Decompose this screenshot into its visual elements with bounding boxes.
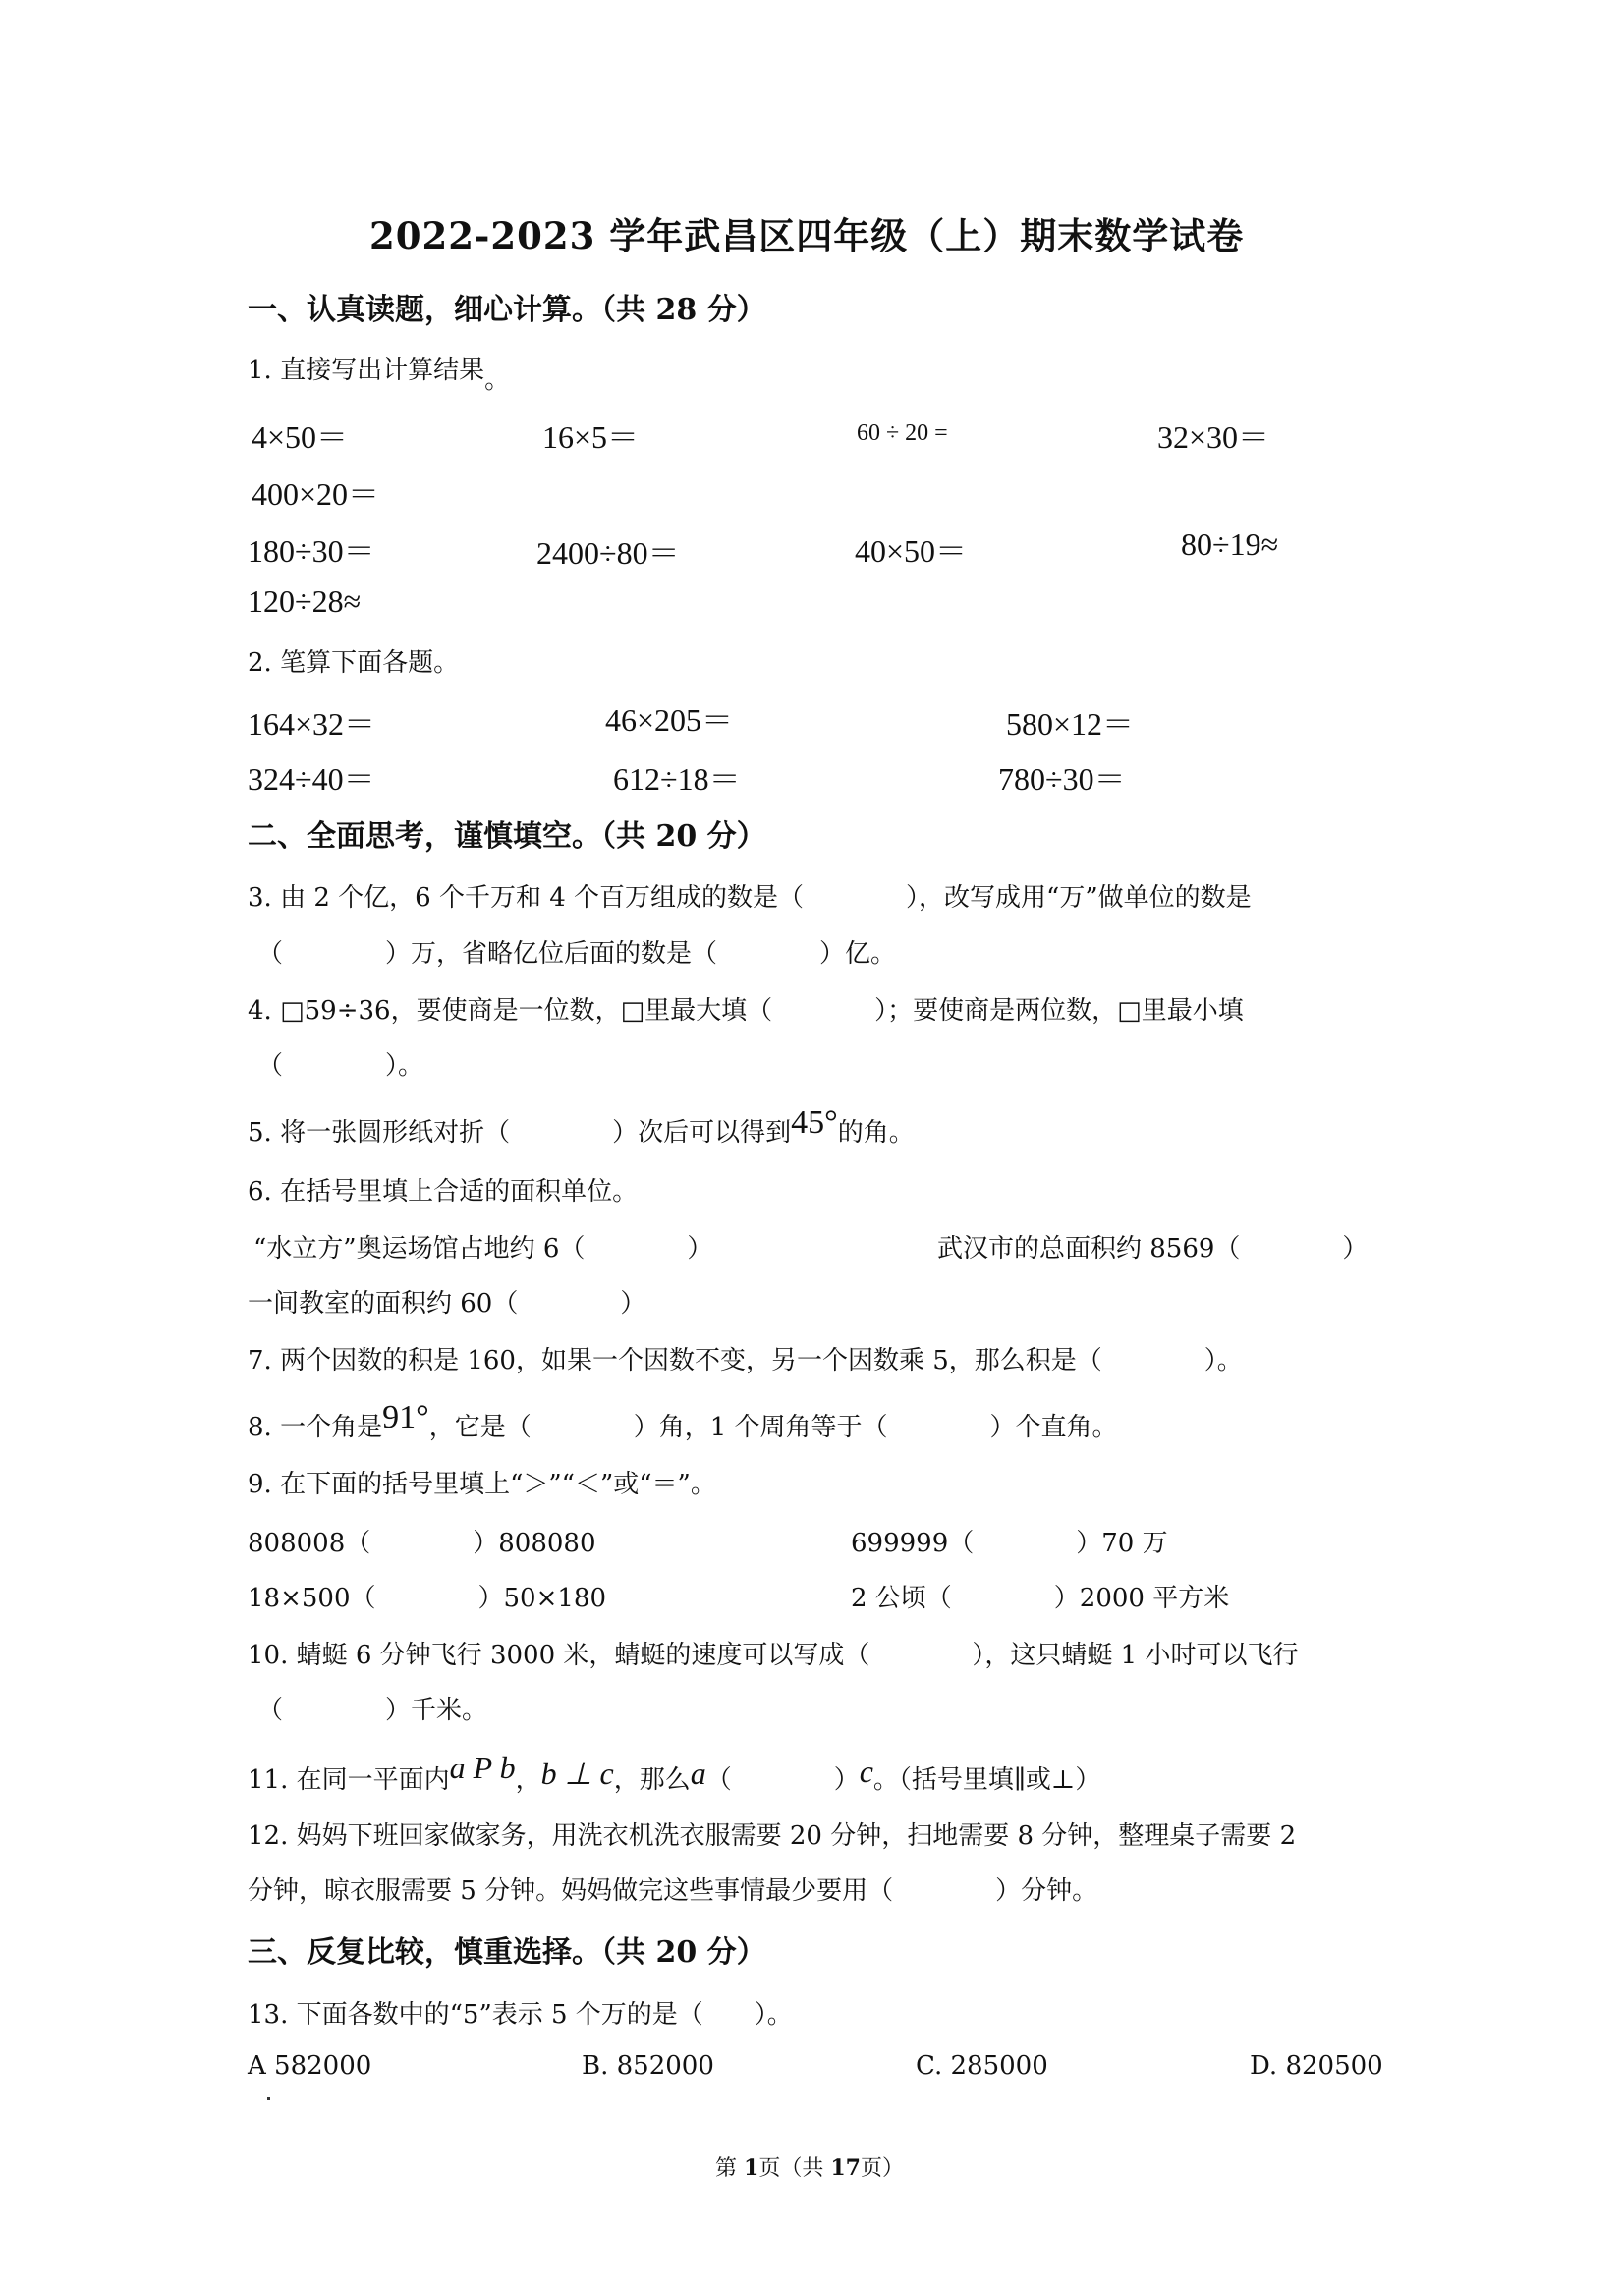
question-11-comma: ， <box>515 1765 541 1795</box>
q2-expr-4: 324÷40＝ <box>248 761 375 797</box>
section-3-prefix: 三、反复比较，慎重选择。（共 <box>248 1935 656 1970</box>
question-11-var-c: c <box>859 1754 873 1789</box>
q2-expr-6: 780÷30＝ <box>998 761 1126 797</box>
section-3-points: 20 <box>655 1935 698 1970</box>
question-10-line-1: 10. 蜻蜓 6 分钟飞行 3000 米，蜻蜓的速度可以写成（ ），这只蜻蜓 1 小时可以飞行 <box>248 1641 1299 1670</box>
section-2-heading <box>248 812 766 855</box>
q2-expr-3: 580×12＝ <box>1006 706 1135 742</box>
question-8-angle: 91° <box>382 1399 429 1435</box>
question-11-tail: 。（括号里填∥或⊥） <box>872 1765 1101 1795</box>
question-11-then: ，那么 <box>613 1765 691 1795</box>
question-10-line-2: （ ）千米。 <box>257 1696 488 1725</box>
q2-expr-5: 612÷18＝ <box>613 761 741 797</box>
question-5-tail: 的角。 <box>837 1118 915 1148</box>
question-9-label: 9. 在下面的括号里填上“＞”“＜”或“＝”。 <box>248 1470 716 1499</box>
q2-expr-1: 164×32＝ <box>248 706 376 742</box>
question-9-item-1: 808008（ ）808080 <box>248 1529 596 1558</box>
footer-mid: 页（共 <box>758 2156 831 2181</box>
q1-expr-10: 120÷28≈ <box>248 584 362 619</box>
question-13: 13. 下面各数中的“5”表示 5 个万的是（ ）。 <box>248 2000 793 2030</box>
option-d: D. 820500 <box>1250 2051 1383 2081</box>
question-11-expr-parallel: a P b <box>449 1750 516 1785</box>
question-11-expr-perpendicular: b ⊥ c <box>540 1756 614 1791</box>
q1-expr-5: 400×20＝ <box>252 476 380 512</box>
question-9-item-4: 2 公顷（ ）2000 平方米 <box>851 1584 1230 1613</box>
question-4-line-2: （ ）。 <box>257 1051 424 1081</box>
question-11-text: 11. 在同一平面内 <box>248 1765 450 1795</box>
question-9-item-3: 18×500（ ）50×180 <box>248 1584 606 1613</box>
footer-suffix: 页） <box>860 2156 904 2181</box>
stray-dot <box>267 2097 270 2100</box>
option-b: B. 852000 <box>582 2051 714 2081</box>
question-3-line-2: （ ）万，省略亿位后面的数是（ ）亿。 <box>257 939 897 969</box>
q1-expr-6: 180÷30＝ <box>248 533 375 569</box>
question-6-label: 6. 在括号里填上合适的面积单位。 <box>248 1177 639 1206</box>
question-6-item-3: 一间教室的面积约 60（ ） <box>248 1289 646 1318</box>
footer-page-number: 1 <box>744 2156 759 2181</box>
section-1-prefix: 一、认真读题，细心计算。（共 <box>248 293 656 327</box>
question-6-item-2: 武汉市的总面积约 8569（ ） <box>937 1234 1369 1263</box>
q1-expr-1: 4×50＝ <box>252 420 349 455</box>
question-5-text: 5. 将一张圆形纸对折（ ）次后可以得到 <box>248 1118 792 1148</box>
question-12-line-1: 12. 妈妈下班回家做家务，用洗衣机洗衣服需要 20 分钟，扫地需要 8 分钟，整理桌子需要 2 <box>248 1821 1297 1851</box>
section-3-heading <box>248 1928 766 1971</box>
option-a: A 582000 <box>248 2051 372 2081</box>
question-8-tail: ，它是（ ）角，1 个周角等于（ ）个直角。 <box>428 1413 1118 1442</box>
footer-total-pages: 17 <box>830 2156 861 2181</box>
section-2-suffix: 分） <box>697 819 766 854</box>
question-11 <box>248 1750 1101 1796</box>
section-1-points: 28 <box>655 293 698 327</box>
footer-prefix: 第 <box>715 2156 744 2181</box>
q1-expr-3: 60 ÷ 20 = <box>857 420 948 446</box>
question-1-text: 1. 直接写出计算结果 <box>248 356 485 385</box>
q1-expr-8: 40×50＝ <box>855 533 968 569</box>
question-9-item-2: 699999（ ）70 万 <box>851 1529 1168 1558</box>
question-8 <box>248 1399 1118 1444</box>
section-3-suffix: 分） <box>697 1935 766 1970</box>
question-6-item-1: “水立方”奥运场馆占地约 6（ ） <box>253 1234 713 1263</box>
question-4-line-1: 4. □59÷36，要使商是一位数，□里最大填（ ）；要使商是两位数，□里最小填 <box>248 996 1244 1026</box>
page-footer <box>715 2152 904 2182</box>
section-2-points: 20 <box>655 819 698 854</box>
section-1-suffix: 分） <box>697 293 766 327</box>
question-11-var-a: a <box>690 1756 706 1791</box>
question-11-blank: （ ） <box>705 1765 860 1795</box>
question-1-period: 。 <box>484 365 511 395</box>
question-5-angle: 45° <box>791 1104 838 1141</box>
question-2-label: 2. 笔算下面各题。 <box>248 648 460 678</box>
question-7: 7. 两个因数的积是 160，如果一个因数不变，另一个因数乘 5，那么积是（ ）。 <box>248 1346 1243 1375</box>
question-3-line-1: 3. 由 2 个亿，6 个千万和 4 个百万组成的数是（ ），改写成用“万”做单位的数是 <box>248 883 1252 913</box>
question-5 <box>248 1104 915 1149</box>
q1-expr-4: 32×30＝ <box>1157 420 1270 455</box>
q1-expr-9: 80÷19≈ <box>1181 527 1279 562</box>
question-8-text: 8. 一个角是 <box>248 1413 383 1442</box>
q1-expr-2: 16×5＝ <box>542 420 640 455</box>
section-2-prefix: 二、全面思考，谨慎填空。（共 <box>248 819 656 854</box>
q2-expr-2: 46×205＝ <box>605 702 734 738</box>
question-12-line-2: 分钟，晾衣服需要 5 分钟。妈妈做完这些事情最少要用（ ）分钟。 <box>248 1876 1098 1906</box>
option-c: C. 285000 <box>916 2051 1048 2081</box>
page-title: 2022-2023 学年武昌区四年级（上）期末数学试卷 <box>369 214 1245 257</box>
q1-expr-7: 2400÷80＝ <box>536 535 680 571</box>
section-1-heading <box>248 285 766 328</box>
question-1-label <box>248 350 511 395</box>
